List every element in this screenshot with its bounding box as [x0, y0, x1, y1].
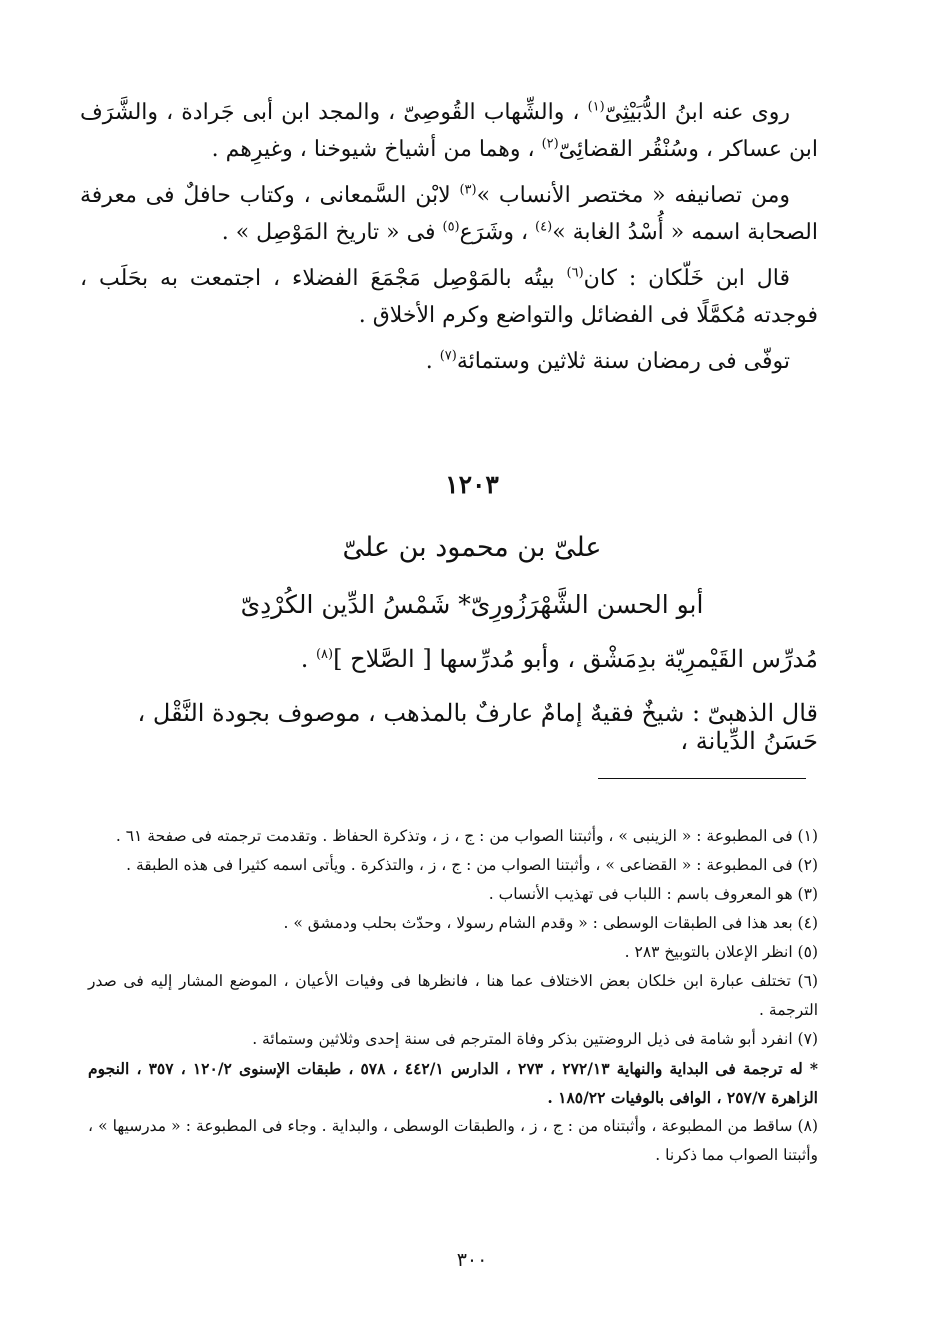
footnote-6: (٦) تختلف عبارة ابن خلكان بعض الاختلاف عما هنا ، فانظرها فى وفيات الأعيان ، الموضع المشار إليه فى صدر الترجمة . [88, 972, 818, 1019]
footnote-5: (٥) انظر الإعلان بالتوبيخ ٢٨٣ . [624, 943, 818, 961]
footnote-1: (١) فى المطبوعة : « الزينبى » ، وأثبتنا الصواب من : ج ، ز ، وتذكرة الحفاظ . وتقدمت ترجمته فى صفحة ٦١ . [115, 827, 818, 845]
footnote-marker[interactable]: (٣) [459, 182, 477, 198]
text-run: ومن تصانيفه « مختصر الأنساب » [476, 183, 790, 208]
entry-title: علىّ بن محمود بن علىّ [342, 532, 602, 563]
text-run: ، والشِّهاب القُوصِىّ ، والمجد ابن أبى جَرادة ، والشَّرَف ابن عساكر ، وسُنْقُر القضائِىّ [80, 100, 818, 162]
footnote-marker[interactable]: (٤) [535, 219, 553, 235]
footnote-marker[interactable]: (٥) [442, 219, 460, 235]
footnote-marker[interactable]: (١) [587, 99, 605, 115]
footnotes [88, 822, 818, 1170]
paragraph-works [80, 177, 818, 251]
footnote-8: (٨) ساقط من المطبوعة ، وأثبتناه من : ج ، ز ، والطبقات الوسطى ، والبداية . وجاء فى المطبوعة : « مدرسيها » ، وأثبتنا الصواب مما ذكرنا . [88, 1117, 818, 1164]
footnote-marker[interactable]: (٨) [315, 647, 334, 662]
footnote-4: (٤) بعد هذا فى الطبقات الوسطى : « وقدم الشام رسولا ، وحدّث بحلب ودمشق » . [283, 914, 818, 932]
text-run: ، وهما من أشياخ شيوخنا ، وغيرِهم . [211, 137, 542, 162]
footnote-marker[interactable]: (٢) [541, 136, 559, 152]
footnote-marker[interactable]: (٧) [439, 348, 457, 364]
footnote-separator [598, 778, 806, 779]
page-number: ٣٠٠ [456, 1249, 488, 1271]
footnote-marker[interactable]: (٦) [566, 265, 584, 281]
entry-kunya: أبو الحسن الشَّهْرَزُورِىّ* شَمْسُ الدِّين الكُرْدِىّ [240, 590, 704, 619]
main-text [80, 94, 818, 380]
text-run: . [425, 349, 440, 374]
text-run: بيتُه بالمَوْصِل مَجْمَعَ الفضلاء ، اجتمعت به بحَلَب ، فوجدته مُكمَّلًا فى الفضائل والتواضع وكرم الأخلاق . [80, 266, 818, 328]
paragraph-ibn-khallikan [80, 260, 818, 334]
text-run: لابْن السَّمعانى ، وكتاب حافلٌ فى معرفة الصحابة اسمه « أُسْدُ الغابة » [80, 183, 818, 245]
entry-dhahabi-quote: قال الذهبىّ : شيخٌ فقيهٌ إمامٌ عارفٌ بالمذهب ، موصوف بجودة النَّقْل ، حَسَنُ الدِّيانة ، [137, 699, 818, 755]
paragraph-death [80, 343, 818, 380]
entry-number: ١٢٠٣ [445, 470, 499, 499]
text-run: توفّى فى رمضان سنة ثلاثين وستمائة [456, 349, 790, 374]
text-run: روى عنه ابنُ الدُّبَيْثِىّ [604, 100, 791, 125]
footnote-sources: * له ترجمة فى البداية والنهاية ٢٧٢/١٣ ، ٢٧٣ ، الدارس ٤٤٢/١ ، ٥٧٨ ، طبقات الإسنوى ١٢٠/٢ ، ٣٥٧ ، النجوم الزاهرة ٢٥٧/٧ ، الوافى بالوفيات ١٨٥/٢٢ . [88, 1059, 819, 1107]
entry-teaching-line [80, 645, 818, 673]
text-run: مُدرِّس القَيْمرِيّة بدِمَشْق ، وأبو مُدرِّسها [ الصَّلاح ] [333, 645, 818, 673]
text-run: ، وشَرَع [459, 220, 536, 245]
text-run: . [300, 645, 316, 673]
footnote-2: (٢) فى المطبوعة : « القضاعى » ، وأثبتنا الصواب من : ج ، ز ، والتذكرة . ويأتى اسمه كثيرا فى هذه الطبقة . [126, 856, 818, 874]
footnote-3: (٣) هو المعروف باسم : اللباب فى تهذيب الأنساب . [488, 885, 818, 903]
footnote-7: (٧) انفرد أبو شامة فى ذيل الروضتين بذكر وفاة المترجم فى سنة إحدى وثلاثين وستمائة . [252, 1030, 818, 1048]
text-run: فى « تاريخ المَوْصِل » . [221, 220, 443, 245]
text-run: قال ابن خَلّكان : كان [583, 266, 790, 291]
paragraph-narrators [80, 94, 818, 168]
